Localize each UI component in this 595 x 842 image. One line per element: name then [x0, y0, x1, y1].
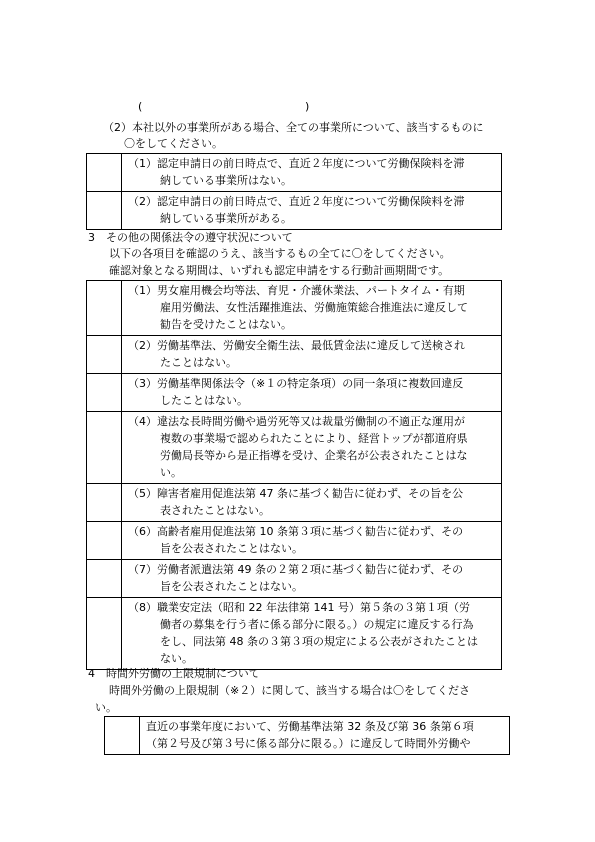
checklist-row	[87, 281, 502, 336]
item-line: （2）認定申請日の前日時点で、直近２年度について労働保険料を滞	[128, 195, 465, 208]
checklist-row	[87, 560, 502, 598]
item-line: 複数の事業場で認められたことにより、経営トップが都道府県	[160, 432, 468, 445]
checklist-text	[122, 560, 502, 598]
checklist-text	[122, 192, 502, 230]
checkbox-cell[interactable]	[105, 717, 140, 755]
checklist-text	[122, 336, 502, 374]
sec4-intro2: い。	[95, 701, 117, 714]
sec4-checklist	[104, 716, 510, 755]
paren-open: (	[138, 100, 143, 113]
item-line: （4）違法な長時間労働や過労死等又は裁量労働制の不適正な運用が	[128, 415, 465, 428]
checklist-row	[87, 522, 502, 560]
sec3-intro1: 以下の各項目を確認のうえ、該当するもの全てに〇をしてください。	[109, 247, 451, 260]
item-line: 表されたことはない。	[160, 504, 270, 517]
item-line: （7）労働者派遣法第 49 条の２第２項に基づく勧告に従わず、その	[128, 563, 464, 576]
checklist-row	[87, 336, 502, 374]
item-line: （6）高齢者雇用促進法第 10 条第３項に基づく勧告に従わず、その	[128, 525, 464, 538]
sec3-heading: 3 その他の関係法令の遵守状況について	[88, 231, 293, 244]
item-line: したことはない。	[160, 394, 248, 407]
sec4-heading: 4 時間外労働の上限規制について	[88, 667, 260, 680]
item-line: 働者の募集を行う者に係る部分に限る。）の規定に違反する行為	[160, 618, 474, 631]
item-line: （第２号及び第３号に係る部分に限る。）に違反して時間外労働や	[146, 737, 471, 750]
checkbox-cell[interactable]	[87, 154, 122, 192]
item-line: 雇用労働法、女性活躍推進法、労働施策総合推進法に違反して	[160, 301, 468, 314]
checklist-row	[87, 484, 502, 522]
checklist-text	[122, 154, 502, 192]
item-line: をし、同法第 48 条の３第３項の規定による公表がされたことは	[160, 635, 478, 648]
item-line: （1）認定申請日の前日時点で、直近２年度について労働保険料を滞	[128, 157, 465, 170]
item-line: 直近の事業年度において、労働基準法第 32 条及び第 36 条第６項	[146, 720, 474, 733]
checklist-row	[87, 374, 502, 412]
checklist-text	[122, 374, 502, 412]
checklist-row	[87, 154, 502, 192]
checklist-text	[122, 412, 502, 484]
checkbox-cell[interactable]	[87, 484, 122, 522]
checklist-text	[122, 281, 502, 336]
sec2-checklist	[86, 153, 502, 230]
item-line: 旨を公表されたことはない。	[160, 542, 303, 555]
sec3-checklist	[86, 280, 502, 670]
item-line: （8）職業安定法（昭和 22 年法律第 141 号）第５条の３第１項（労	[128, 601, 470, 614]
checklist-row	[87, 598, 502, 670]
item-line: （3）労働基準関係法令（※１の特定条項）の同一条項に複数回違反	[128, 377, 464, 390]
checkbox-cell[interactable]	[87, 412, 122, 484]
checklist-text	[122, 522, 502, 560]
item-line: たことはない。	[160, 356, 237, 369]
sec2-line1: （2）本社以外の事業所がある場合、全ての事業所について、該当するものに	[103, 121, 484, 134]
item-line: （1）男女雇用機会均等法、育児・介護休業法、パートタイム・有期	[128, 284, 465, 297]
sec3-intro2: 確認対象となる期間は、いずれも認定申請をする行動計画期間です。	[109, 264, 450, 277]
paren-close: )	[305, 100, 310, 113]
item-line: （5）障害者雇用促進法第 47 条に基づく勧告に従わず、その旨を公	[128, 487, 464, 500]
checklist-text	[122, 598, 502, 670]
sec4-intro1: 時間外労働の上限規制（※２）に関して、該当する場合は〇をしてくださ	[109, 684, 470, 697]
checklist-row	[87, 412, 502, 484]
item-line: 納している事業所はない。	[160, 174, 292, 187]
checkbox-cell[interactable]	[87, 598, 122, 670]
item-line: い。	[160, 466, 182, 479]
checklist-row	[87, 192, 502, 230]
item-line: 旨を公表されたことはない。	[160, 580, 303, 593]
sec2-line2: 〇をしてください。	[124, 137, 223, 150]
checklist-row	[105, 717, 510, 755]
item-line: 納している事業所がある。	[160, 212, 292, 225]
checklist-text	[140, 717, 510, 755]
checkbox-cell[interactable]	[87, 560, 122, 598]
checkbox-cell[interactable]	[87, 192, 122, 230]
checkbox-cell[interactable]	[87, 336, 122, 374]
checkbox-cell[interactable]	[87, 374, 122, 412]
checklist-text	[122, 484, 502, 522]
item-line: ない。	[160, 652, 193, 665]
checkbox-cell[interactable]	[87, 281, 122, 336]
item-line: 労働局長等から是正指導を受け、企業名が公表されたことはな	[160, 449, 468, 462]
item-line: 勧告を受けたことはない。	[160, 318, 292, 331]
item-line: （2）労働基準法、労働安全衛生法、最低賃金法に違反して送検され	[128, 339, 465, 352]
checkbox-cell[interactable]	[87, 522, 122, 560]
